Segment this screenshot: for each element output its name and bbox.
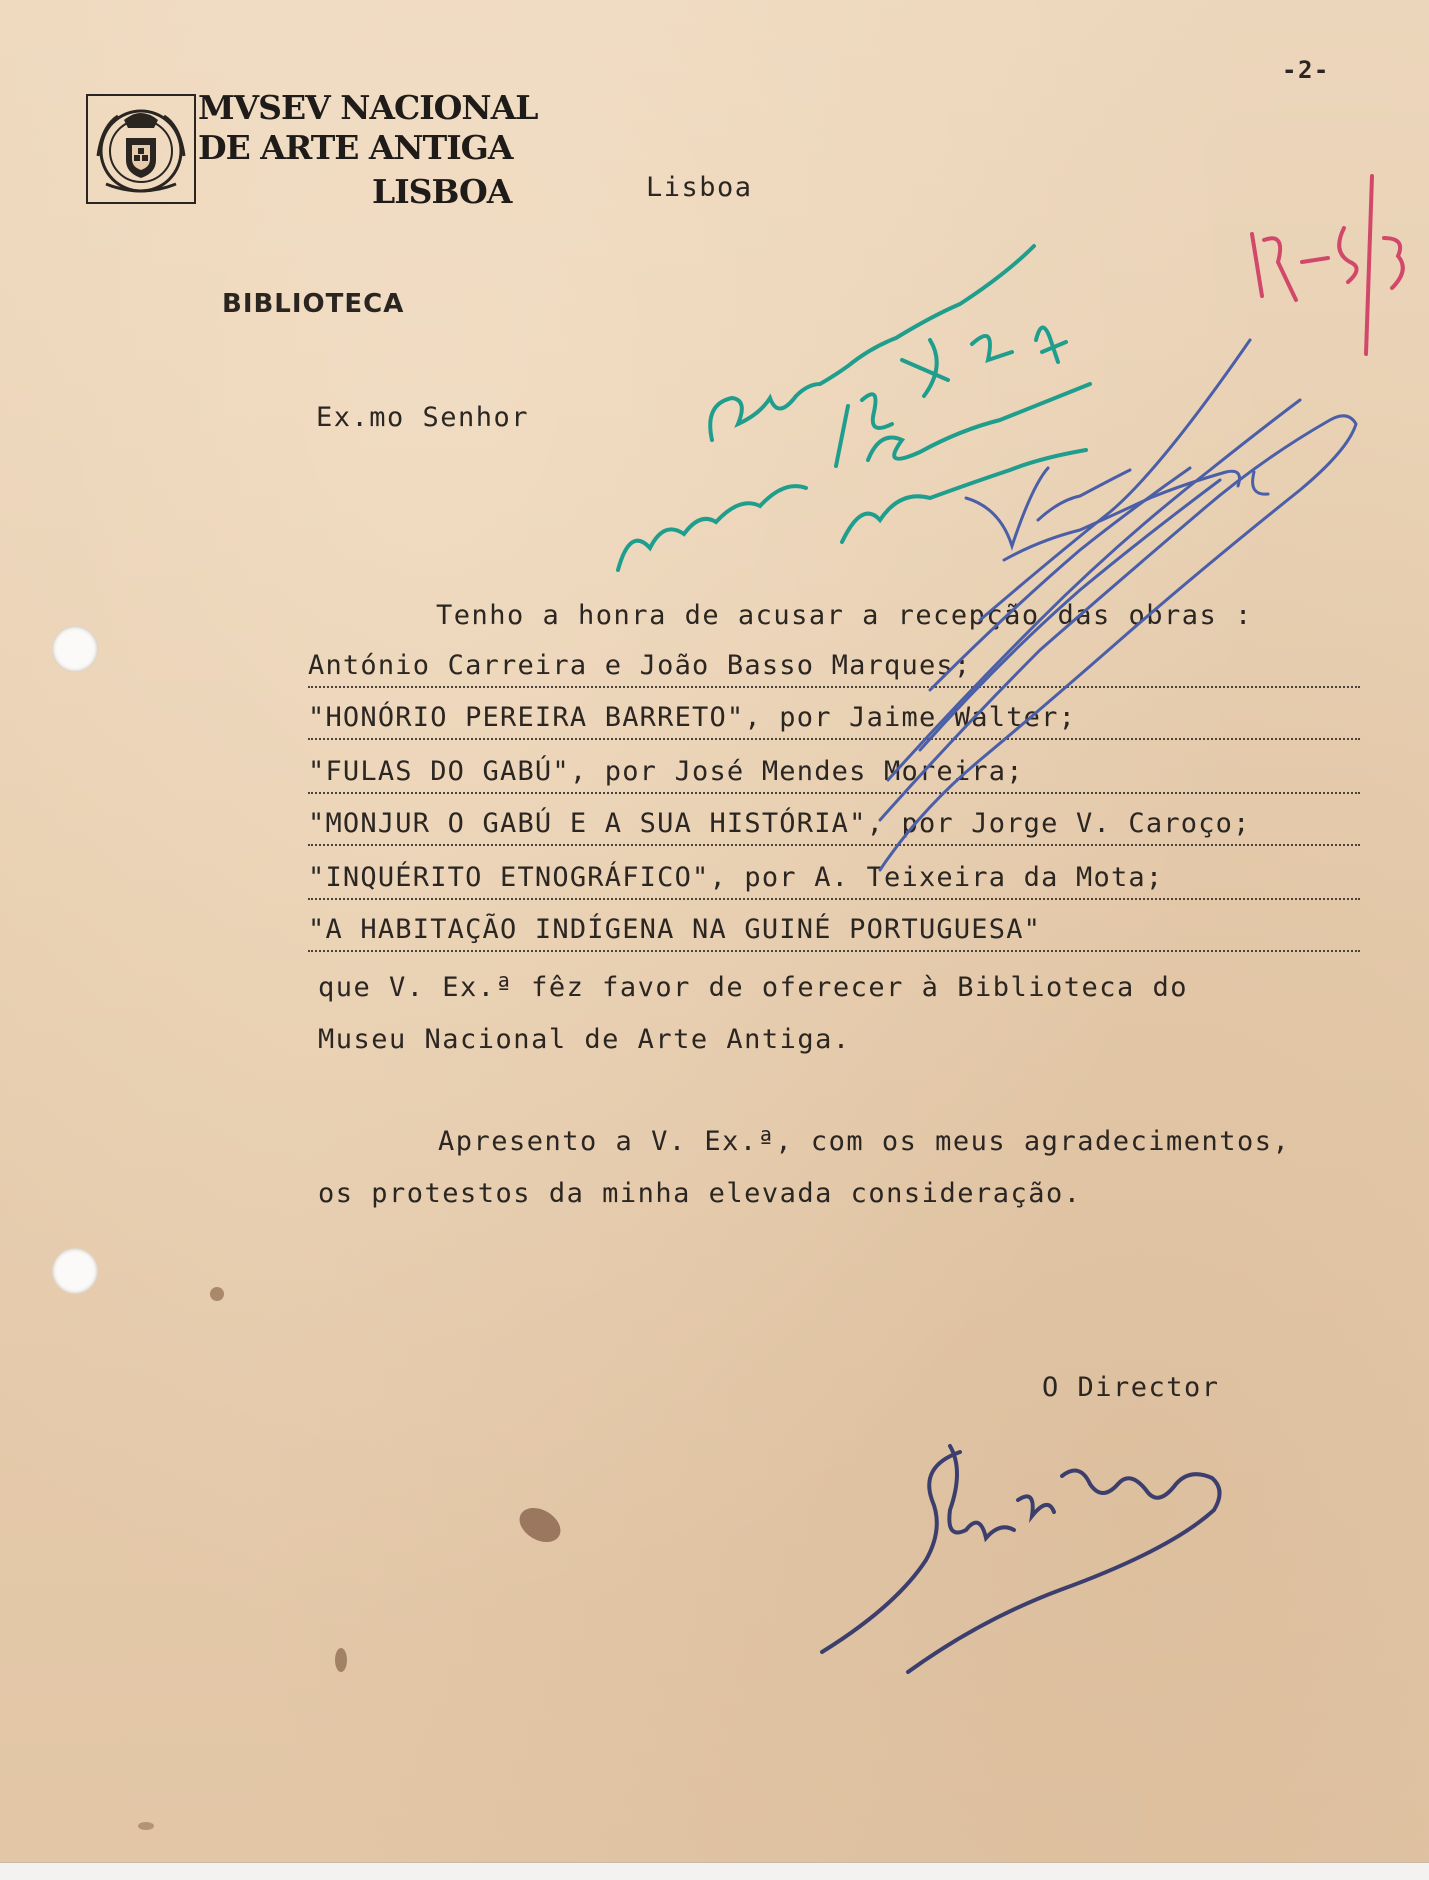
director-signature	[822, 1446, 1220, 1672]
work-line: "INQUÉRITO ETNOGRÁFICO", por A. Teixeira da Mota;	[308, 858, 1360, 900]
letterhead-line-3: LISBOA	[372, 172, 512, 211]
work-line: António Carreira e João Basso Marques;	[308, 646, 1360, 688]
page-bottom-edge	[0, 1862, 1429, 1880]
letterhead-line-2: DE ARTE ANTIGA	[198, 128, 513, 167]
intro-line: Tenho a honra de acusar a recepção das obras :	[436, 600, 1253, 631]
signatory-title: O Director	[1042, 1372, 1220, 1403]
salutation: Ex.mo Senhor	[316, 402, 530, 433]
work-line: "MONJUR O GABÚ E A SUA HISTÓRIA", por Jorge V. Caroço;	[308, 804, 1360, 846]
closing-line: Apresento a V. Ex.ª, com os meus agradecimentos,	[438, 1126, 1291, 1157]
department-heading: BIBLIOTECA	[222, 289, 405, 319]
work-line: "FULAS DO GABÚ", por José Mendes Moreira;	[308, 752, 1360, 794]
letterhead-line-1: MVSEV NACIONAL	[198, 88, 538, 127]
place: Lisboa	[646, 172, 753, 203]
page-number: -2-	[1282, 56, 1330, 84]
closing-line: os protestos da minha elevada consideração.	[318, 1178, 1082, 1209]
blue-visto-note	[880, 340, 1356, 870]
work-line: "HONÓRIO PEREIRA BARRETO", por Jaime Walter;	[308, 698, 1360, 740]
body-line: que V. Ex.ª fêz favor de oferecer à Biblioteca do	[318, 972, 1189, 1003]
body-line: Museu Nacional de Arte Antiga.	[318, 1024, 851, 1055]
work-line: "A HABITAÇÃO INDÍGENA NA GUINÉ PORTUGUESA"	[308, 910, 1360, 952]
red-pencil-mark	[1252, 176, 1403, 354]
